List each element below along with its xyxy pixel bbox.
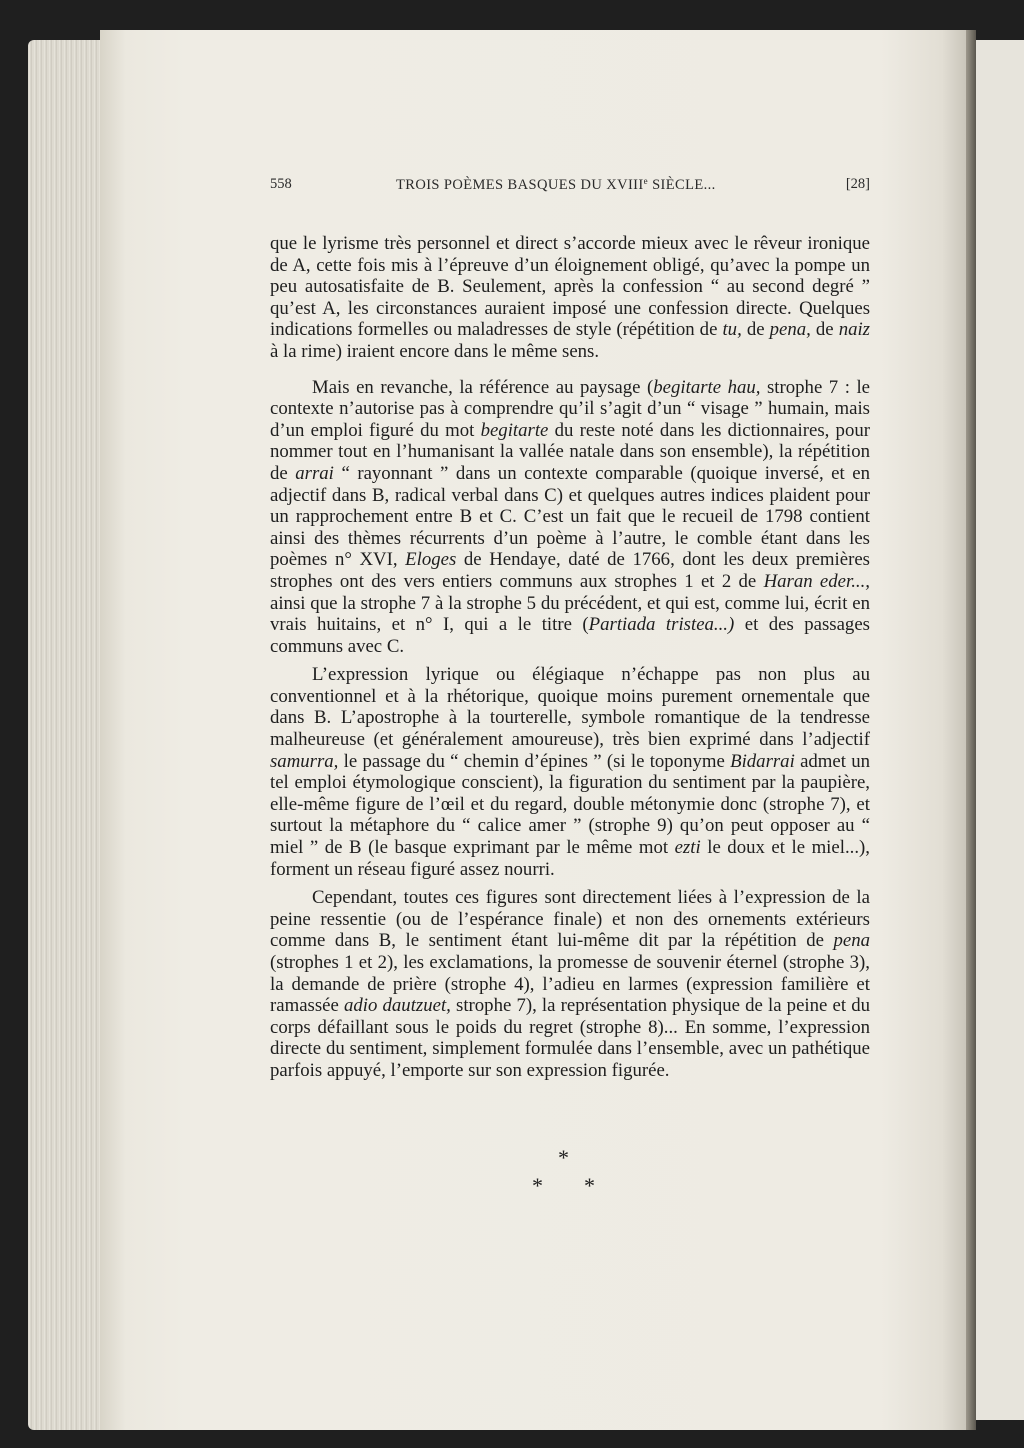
gutter <box>966 30 976 1430</box>
running-title <box>396 176 716 194</box>
italic-run: begitarte <box>480 419 549 441</box>
text-run: L’expression lyrique ou élégiaque n’échappe pas non plus au conventionnel et à la rhétorique, quoique moins purement ornementale que dans B. L’apostrophe à la tourterelle, symbole romantique de la tendresse malheureuse (et généralement amoureuse), très bien exprimé dans l’adjectif <box>270 664 870 751</box>
text-run: le passage du “ chemin d’épines ” (si le toponyme <box>338 750 731 772</box>
text-run: et des passages communs avec C. <box>270 614 870 657</box>
next-page-edge <box>976 40 1024 1420</box>
running-header <box>270 176 870 198</box>
paragraph-3 <box>270 664 870 880</box>
text-run: du reste noté dans les dictionnaires, pour nommer tout en l’humanisant la vallée natale dans son ensemble), la répétition de <box>270 419 870 484</box>
italic-run: naiz <box>838 319 870 341</box>
italic-run: begitarte hau, <box>653 376 761 398</box>
italic-run: ezti <box>674 837 701 859</box>
section-number: [28] <box>845 176 870 192</box>
text-run: admet un tel emploi étymologique conscient), la figuration du sentiment par la paupière, elle-même figure de l’œil et du regard, double métonymie donc (strophe 7), et surtout la métaphore du “ calice amer ” (strophe 9) qu’on peut opposer au “ miel ” de B (le basque exprimant par le même mot <box>270 750 871 859</box>
italic-run: tu, <box>722 319 742 341</box>
page-number: 558 <box>270 176 292 192</box>
italic-run: Bidarrai <box>730 750 795 772</box>
text-run: de <box>741 319 770 341</box>
text-run: que le lyrisme très personnel et direct s’accorde mieux avec le rêveur ironique de A, cette fois mis à l’épreuve d’un éloignement obligé, qu’avec la pompe un peu autosatisfaite de B. Seulement, après la confession “ au second degré ” qu’est A, les circonstances auraient imposé une confession directe. Quelques indications formelles ou maladresses de style (répétition de <box>270 233 870 341</box>
text-run: strophe 7 : le contexte n’autorise pas à comprendre qu’il s’agit d’un “ visage ” humain, mais d’un emploi figuré du mot <box>270 376 871 441</box>
italic-run: samurra, <box>270 750 339 772</box>
text-run: “ rayonnant ” dans un contexte comparable (quoique inversé, et en adjectif dans B, radical verbal dans C) et quelques autres indices plaident pour un rapprochement entre B et C. C’est un fait que le recueil de 1798 contient ainsi des thèmes récurrents d’un poème à l’autre, le comble étant dans les poèmes n° XVI, <box>270 462 870 571</box>
text-run: de <box>810 319 839 341</box>
text-run: (strophes 1 et 2), les exclamations, la promesse de souvenir éternel (strophe 3), la demande de prière (strophe 4), l’adieu en larmes (expression familière et ramassée <box>270 952 870 1017</box>
paragraph-4 <box>270 887 870 1081</box>
asterisk: * <box>532 1173 543 1198</box>
page-edges <box>28 40 108 1430</box>
italic-run: pena, <box>769 319 811 341</box>
body-text <box>270 233 870 1082</box>
asterisk: * <box>558 1145 569 1170</box>
italic-run: adio dautzuet, <box>343 995 451 1017</box>
text-run: à la rime) iraient encore dans le même sens. <box>270 340 600 362</box>
title-superscript: e <box>643 176 649 186</box>
running-title-part1: TROIS POÈMES BASQUES DU XVIII <box>396 177 644 193</box>
paragraph-1 <box>270 233 870 363</box>
text-run: Cependant, toutes ces figures sont directement liées à l’expression de la peine ressentie (ou de l’espérance finale) et non des ornements extérieurs comme dans B, le sentiment étant lui-même dit par la répétition de <box>270 887 870 952</box>
italic-run: Partiada tristea...) <box>588 614 735 636</box>
running-title-part2: SIÈCLE... <box>648 177 716 193</box>
text-run: de Hendaye, daté de 1766, dont les deux premières strophes ont des vers entiers communs aux strophes 1 et 2 de <box>270 549 870 592</box>
text-run: ainsi que la strophe 7 à la strophe 5 du précédent, et qui est, comme lui, écrit en vrais huitains, et n° I, qui a le titre ( <box>270 592 870 636</box>
text-run: strophe 7), la représentation physique de la peine et du corps défaillant sous le poids du regret (strophe 8)... En somme, l’expression directe du sentiment, simplement formulée dans l’ensemble, avec un pathétique parfois appuyé, l’emporte sur son expression figurée. <box>270 995 870 1081</box>
text-run: Mais en revanche, la référence au paysage ( <box>312 376 654 398</box>
paragraph-2 <box>270 377 870 658</box>
italic-run: pena <box>833 930 870 952</box>
italic-run: Eloges <box>405 549 457 571</box>
italic-run: arrai <box>295 462 334 484</box>
text-run: le doux et le miel...), forment un réseau figuré assez nourri. <box>270 837 870 880</box>
italic-run: Haran eder..., <box>763 570 871 592</box>
asterisk: * <box>584 1173 595 1198</box>
section-separator <box>500 1145 620 1205</box>
